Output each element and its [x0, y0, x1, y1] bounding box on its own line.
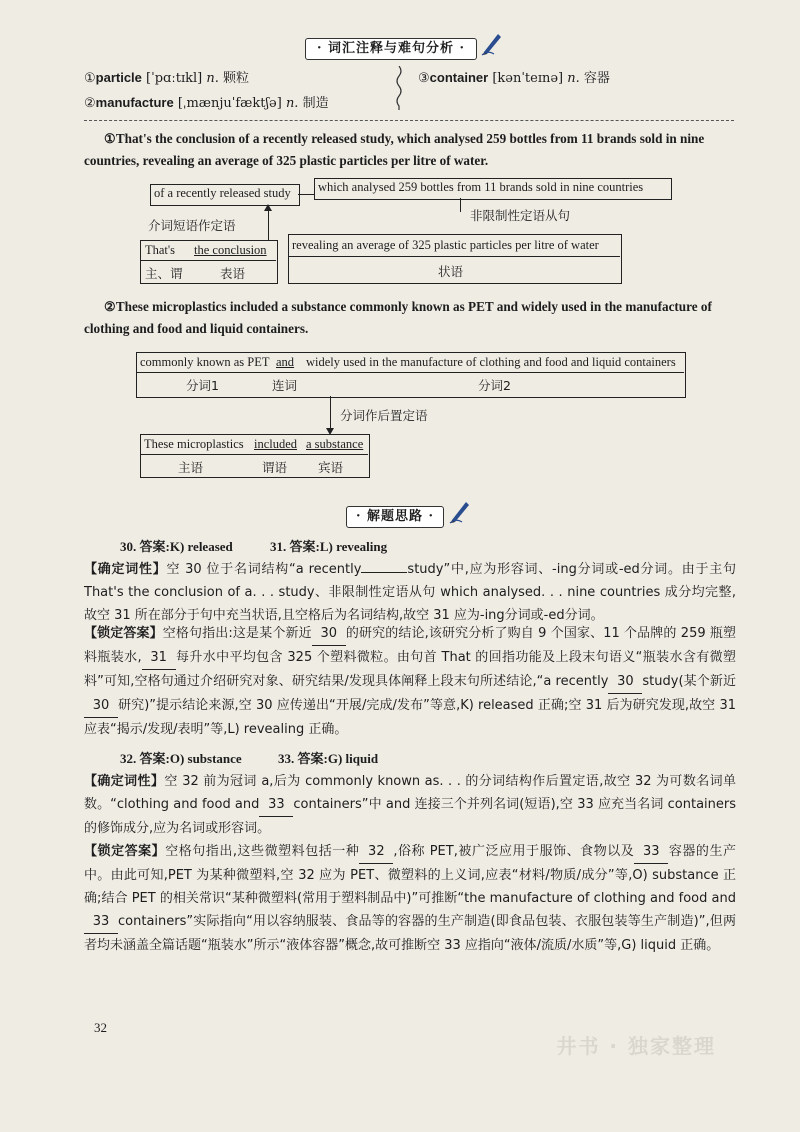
- main-clause-divider: [140, 260, 276, 261]
- answer-31: 31. 答案:L) revealing: [270, 539, 388, 554]
- the-conclusion: the conclusion: [194, 243, 267, 257]
- para-pos-32-33: 【确定词性】空 32 前为冠词 a,后为 commonly known as. . . 的分词结构作后置定语,故空 32 为可数名词单数。“clothing and food and 33 containers”中 and 连接三个并列名词(短语),空 33 应充当名词 containers 的修饰成分,应为名词或形容词。: [84, 774, 737, 836]
- subject: These microplastics: [144, 437, 244, 451]
- verb: included: [254, 437, 298, 451]
- para-tag: 【锁定答案】: [84, 626, 163, 641]
- adverbial-divider: [288, 256, 620, 257]
- page-number: 32: [94, 1020, 107, 1035]
- connector: [268, 210, 269, 234]
- answer-33: 33. 答案:G) liquid: [278, 751, 379, 766]
- revealing-phrase: revealing an average of 325 plastic particles per litre of water: [292, 238, 599, 252]
- wavy-divider: [394, 66, 404, 110]
- adverbial-label: 状语: [438, 264, 464, 279]
- para-tag: 【确定词性】: [84, 562, 167, 577]
- sentence-1: ①That's the conclusion of a recently released study, which analysed 259 bottles from 11 brands sold in nine countries, revealing an average of 325 plastic particles per litre of water.: [84, 131, 705, 168]
- verb-label: 谓语: [262, 460, 288, 475]
- subj-verb-label: 主、谓: [145, 266, 183, 281]
- object-label: 宾语: [318, 460, 344, 475]
- para-answer-32-33: 【锁定答案】空格句指出,这些微塑料包括一种 32 ,俗称 PET,被广泛应用于服饰、食物以及 33 容器的生产中。由此可知,PET 为某种微塑料,空 32 应为 PET、微塑料的上义词,应表“材料/物质/成分”等,O) substance 正确;结合 PET 的相关常识“某种微塑料(常用于塑料制品中)”可推断“the manufacture of clothing and food and33 containers”实际指向“用以容纳服装、食品等的容器的生产制造(即食品包装、衣服包装等生产制造)”,但两者均未涵盖全篇话题“瓶装水”所示“液体容器”概念,故可推断空 33 应指向“液体/流质/水质”等,G) liquid 正确。: [84, 840, 736, 957]
- answer-32: 32. 答案:O) substance: [120, 751, 242, 766]
- watermark: 井书 · 独家整理: [556, 1034, 716, 1058]
- vocab-item-particle: ①particle [ˈpɑːtɪkl] n. 颗粒: [84, 70, 250, 86]
- object: a substance: [306, 437, 364, 451]
- prep-phrase-label: 介词短语作定语: [148, 218, 236, 233]
- para-tag: 【锁定答案】: [84, 844, 166, 859]
- solution-section-title: · 解题思路 ·: [346, 506, 444, 528]
- participle-divider: [136, 372, 684, 373]
- subject-label: 主语: [178, 460, 204, 475]
- connector: [460, 198, 461, 212]
- predicative-label: 表语: [220, 266, 246, 281]
- vocab-item-container: ③container [kənˈteɪnə] n. 容器: [418, 70, 610, 86]
- vocab-divider: [84, 120, 734, 121]
- rel-clause-label: 非限制性定语从句: [470, 208, 571, 223]
- conjunction: and: [276, 355, 295, 369]
- pen-icon: [448, 498, 472, 524]
- connector: [330, 396, 331, 430]
- connector: [268, 232, 269, 240]
- pen-icon: [480, 30, 504, 56]
- participle-2-label: 分词2: [478, 378, 511, 393]
- rel-clause: which analysed 259 bottles from 11 brands sold in nine countries: [318, 180, 644, 194]
- answer-30: 30. 答案:K) released: [120, 539, 233, 554]
- main-clause-2-divider: [140, 454, 368, 455]
- vocab-section-title: · 词汇注释与难句分析 ·: [305, 38, 477, 60]
- participle-2: widely used in the manufacture of clothing and food and liquid containers: [306, 355, 676, 369]
- vocab-item-manufacture: ②manufacture [ˌmænjuˈfæktʃə] n. 制造: [84, 95, 329, 111]
- connector: [298, 194, 314, 195]
- para-answer-30-31: 【锁定答案】空格句指出:这是某个新近 30 的研究的结论,该研究分析了购自 9 个国家、11 个品牌的 259 瓶塑料瓶装水, 31 每升水中平均包含 325 个塑料微粒。由句首 That 的回指功能及上段末句语义“瓶装水含有微塑料”可知,空格句通过介绍研究对象、研究结果/发现具体阐释上段末句所述结论,“a recently 30 study(某个新近30 研究)”提示结论来源,空 30 应传递出“开展/完成/发布”等意,K) released 正确;空 31 后为研究发现,故空 31 应表“揭示/发现/表明”等,L) revealing 正确。: [84, 622, 736, 741]
- para-tag: 【确定词性】: [84, 774, 165, 789]
- conjunction-label: 连词: [272, 378, 298, 393]
- thats: That's: [145, 243, 176, 257]
- sentence-2: ②These microplastics included a substance commonly known as PET and widely used in the manufacture of clothing and food and liquid containers.: [84, 299, 712, 336]
- participle-1-label: 分词1: [186, 378, 219, 393]
- post-modifier-label: 分词作后置定语: [340, 408, 428, 423]
- para-pos-30-31: 【确定词性】空 30 位于名词结构“a recently study”中,应为形容词、-ing分词或-ed分词。由于主句 That's the conclusion of a. . . study、非限制性定语从句 which analysed. . . nine countries 成分均完整,故空 31 所在部分于句中充当状语,且空格后为名词结构,故空 31 应为-ing分词或-ed分词。: [84, 562, 736, 623]
- participle-1: commonly known as PET: [140, 355, 270, 369]
- prep-phrase: of a recently released study: [154, 186, 291, 200]
- arrow-icon: [264, 204, 272, 211]
